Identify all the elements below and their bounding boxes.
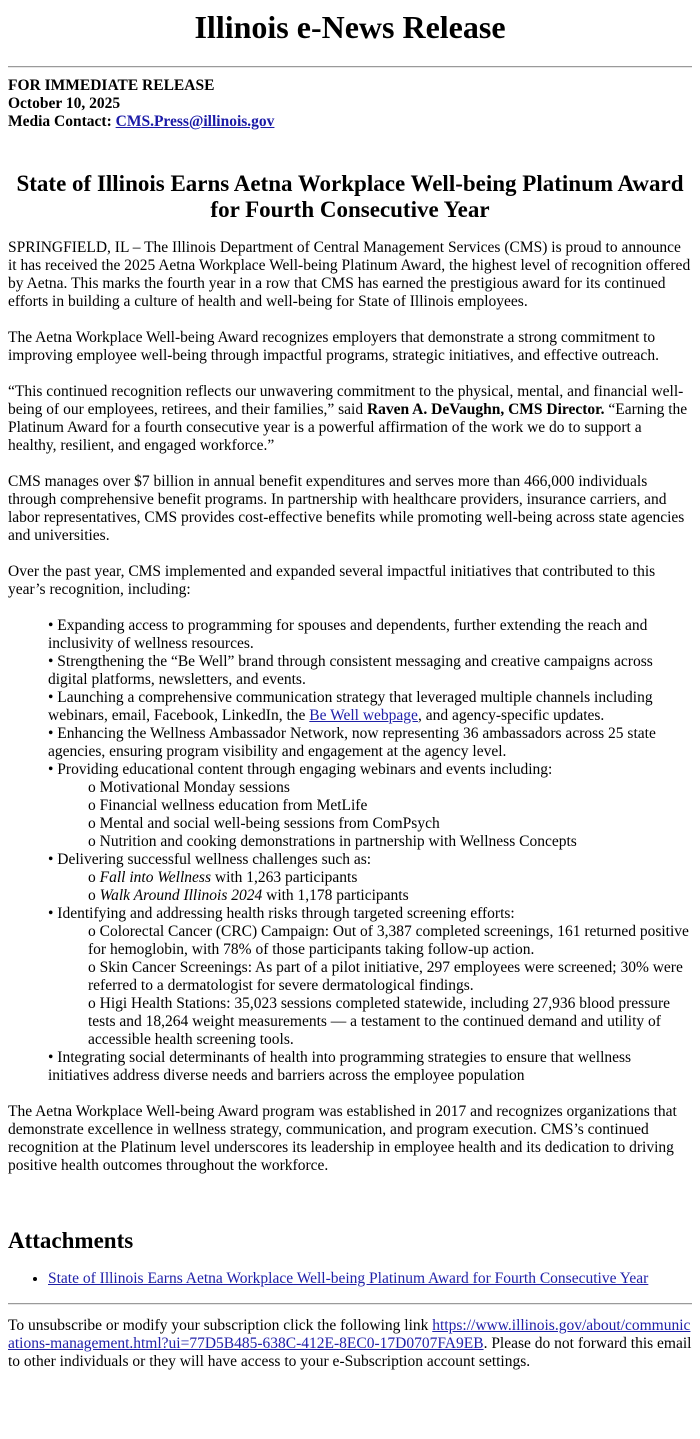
sub-bullet: o — [88, 869, 100, 886]
quote-part-2: “Earning the Platinum Award for a fourth consecutive year is a powerful affirmation of the work we do to support a healthy, resilient, and engaged workforce.” — [8, 401, 688, 454]
release-meta — [8, 77, 692, 131]
paragraph-award-program: The Aetna Workplace Well-being Award program was established in 2017 and recognizes organizations that demonstrate excellence in wellness strategy, communication, and program execution. CMS’s continued recognition at the Platinum level underscores its leadership in employee health and its dedication to driving positive health outcomes throughout the workforce. — [8, 1103, 677, 1174]
quote-part-1: “This continued recognition reflects our unwavering commitment to the physical, mental, and financial well-being of our employees, retirees, and their families,” said — [8, 383, 684, 418]
release-date: October 10, 2025 — [8, 95, 121, 112]
list-item: • Providing educational content through engaging webinars and events including: — [48, 761, 553, 778]
attachment-item — [48, 1269, 692, 1289]
list-item: • Enhancing the Wellness Ambassador Network, now representing 36 ambassadors across 25 state agencies, ensuring program visibility and engagement at the agency level. — [48, 725, 656, 760]
list-item-text: • Launching a comprehensive communication strategy that leveraged multiple channels including webinars, email, Facebook, LinkedIn, the — [48, 689, 653, 724]
unsubscribe-footer — [8, 1317, 692, 1371]
release-label: FOR IMMEDIATE RELEASE — [8, 77, 215, 94]
media-contact-email-link[interactable]: CMS.Press@illinois.gov — [115, 113, 275, 130]
attachments-list — [8, 1269, 692, 1289]
subscription-management-link[interactable]: https://www.illinois.gov/about/communications-management.html?ui=77D5B485-638C-412E-8EC0-17D0707FA9EB — [8, 1317, 691, 1352]
page-title: Illinois e-News Release — [194, 9, 506, 45]
media-contact-label: Media Contact: — [8, 113, 112, 130]
list-item: • Strengthening the “Be Well” brand through consistent messaging and creative campaigns across digital platforms, newsletters, and events. — [48, 653, 653, 688]
initiatives-list — [8, 617, 692, 1085]
challenge-participants: with 1,178 participants — [262, 887, 409, 904]
sub-bullet: o — [88, 887, 100, 904]
divider — [8, 66, 692, 68]
footer-intro: To unsubscribe or modify your subscription click the following link — [8, 1317, 433, 1334]
media-contact — [8, 113, 692, 131]
be-well-webpage-link[interactable]: Be Well webpage — [309, 707, 418, 724]
challenge-participants: with 1,263 participants — [211, 869, 358, 886]
sub-list-item: o Motivational Monday sessions — [88, 779, 290, 796]
sub-list-item: o Nutrition and cooking demonstrations in partnership with Wellness Concepts — [88, 833, 577, 850]
sub-list-item: o Higi Health Stations: 35,023 sessions completed statewide, including 27,936 blood pressure tests and 18,264 weight measurements — a testament to the continued demand and utility of accessible health screening tools. — [88, 995, 671, 1048]
paragraph-initiatives-intro: Over the past year, CMS implemented and expanded several impactful initiatives that contributed to this year’s recognition, including: — [8, 563, 656, 598]
sub-list-item: o Mental and social well-being sessions from ComPsych — [88, 815, 440, 832]
paragraph-cms-overview: CMS manages over $7 billion in annual benefit expenditures and serves more than 466,000 individuals through comprehensive benefit programs. In partnership with healthcare providers, insurance carriers, and labor representatives, CMS provides cost-effective benefits while promoting well-being across state agencies and universities. — [8, 473, 685, 544]
attachment-link[interactable]: State of Illinois Earns Aetna Workplace Well-being Platinum Award for Fourth Consecutive Year — [48, 1270, 649, 1287]
list-item: • Integrating social determinants of health into programming strategies to ensure that wellness initiatives address diverse needs and barriers across the employee population — [48, 1049, 632, 1084]
sub-list-item — [48, 887, 692, 905]
attachments-heading: Attachments — [8, 1228, 134, 1253]
list-item: • Expanding access to programming for spouses and dependents, further extending the reach and inclusivity of wellness resources. — [48, 617, 648, 652]
list-item: • Identifying and addressing health risks through targeted screening efforts: — [48, 905, 515, 922]
list-item-text: , and agency-specific updates. — [417, 707, 605, 724]
paragraph-quote — [8, 383, 692, 455]
list-item: • Delivering successful wellness challenges such as: — [48, 851, 372, 868]
list-item — [48, 689, 692, 725]
challenge-name: Fall into Wellness — [99, 869, 211, 886]
sub-list-item: o Skin Cancer Screenings: As part of a pilot initiative, 297 employees were screened; 30% were referred to a dermatologist for severe dermatological findings. — [88, 959, 683, 994]
divider — [8, 1303, 692, 1305]
sub-list-item — [48, 869, 692, 887]
article-headline: State of Illinois Earns Aetna Workplace Well-being Platinum Award for Fourth Consecutive Year — [16, 171, 684, 222]
footer-outro: . Please do not forward this email to other individuals or they will have access to your e-Subscription account settings. — [8, 1335, 692, 1370]
sub-list-item: o Colorectal Cancer (CRC) Campaign: Out of 3,387 completed screenings, 161 returned positive for hemoglobin, with 78% of those participants taking follow-up action. — [88, 923, 689, 958]
sub-list-item: o Financial wellness education from MetLife — [88, 797, 368, 814]
paragraph-award-description: The Aetna Workplace Well-being Award recognizes employers that demonstrate a strong commitment to improving employee well-being through impactful programs, strategic initiatives, and effective outreach. — [8, 329, 659, 364]
paragraph-intro: SPRINGFIELD, IL – The Illinois Department of Central Management Services (CMS) is proud to announce it has received the 2025 Aetna Workplace Well-being Platinum Award, the highest level of recognition offered by Aetna. This marks the fourth year in a row that CMS has earned the prestigious award for its continued efforts in building a culture of health and well-being for State of Illinois employees. — [8, 239, 691, 310]
quote-speaker: Raven A. DeVaughn, CMS Director. — [366, 401, 605, 418]
challenge-name: Walk Around Illinois 2024 — [99, 887, 263, 904]
